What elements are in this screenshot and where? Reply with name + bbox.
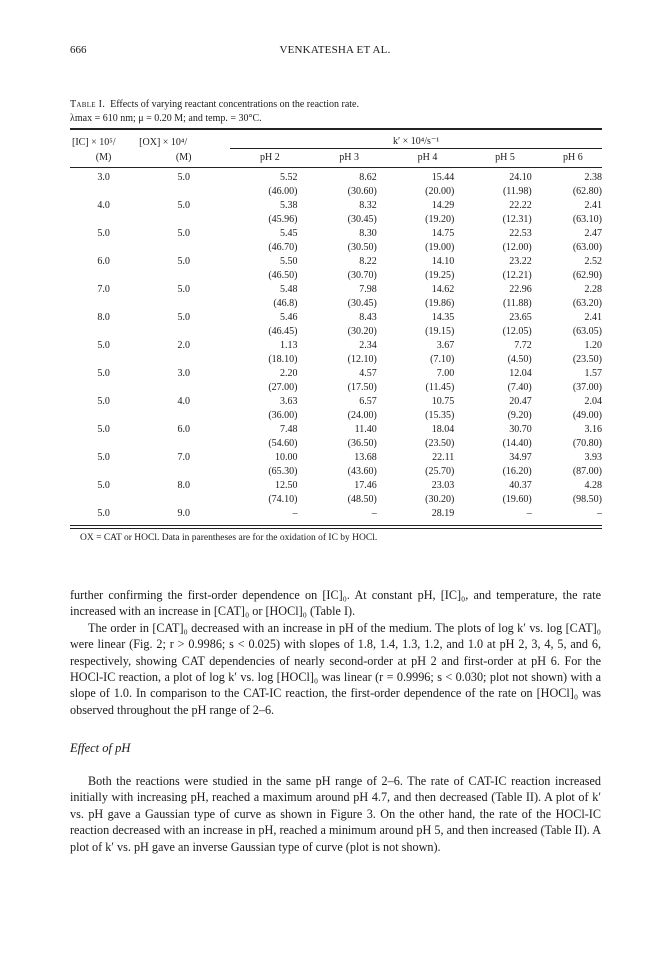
cat-rate-cell: 7.48 [280, 424, 298, 435]
cat-rate-cell: 5.46 [280, 312, 298, 323]
body-text-top [70, 587, 601, 718]
ic-concentration-cell: 5.0 [97, 480, 110, 491]
ox-concentration-cell: 9.0 [177, 508, 190, 519]
hocl-rate-cell: (25.70) [425, 466, 455, 477]
table-conditions: λmax = 610 nm; μ = 0.20 M; and temp. = 30°C. [70, 113, 262, 124]
cat-rate-cell: 22.96 [509, 284, 532, 295]
ox-concentration-cell: 7.0 [177, 452, 190, 463]
col-ox-header-2: (M) [175, 151, 192, 163]
hocl-rate-cell: (98.50) [572, 494, 602, 505]
cat-rate-cell: 13.68 [354, 452, 377, 463]
ic-concentration-cell: 5.0 [97, 508, 110, 519]
cat-rate-cell: 23.65 [509, 312, 532, 323]
hocl-rate-cell: (19.00) [425, 242, 455, 253]
table-row [70, 367, 602, 381]
hocl-rate-cell: (12.10) [347, 354, 377, 365]
cat-rate-cell: 34.97 [509, 452, 532, 463]
cat-rate-cell: 10.75 [431, 396, 455, 407]
ox-concentration-cell: 5.0 [177, 200, 190, 211]
cat-rate-cell: 14.29 [431, 200, 455, 211]
table-row-hocl [70, 409, 602, 423]
cat-rate-cell: 2.52 [584, 256, 602, 267]
cat-rate-cell: 23.22 [509, 256, 532, 267]
cat-rate-cell: 2.47 [584, 228, 602, 239]
cat-rate-cell: 15.44 [431, 172, 455, 183]
cat-rate-cell: 14.10 [431, 256, 455, 267]
hocl-rate-cell: (20.00) [425, 186, 455, 197]
cat-rate-cell: 3.63 [280, 396, 298, 407]
hocl-rate-cell: (37.00) [572, 382, 602, 393]
cat-rate-cell: 5.45 [280, 228, 298, 239]
table-title: Effects of varying reactant concentrations on the reaction rate. [110, 99, 359, 110]
cat-rate-cell: 7.00 [436, 368, 455, 379]
cat-rate-cell: 2.20 [280, 368, 298, 379]
running-title: VENKATESHA ET AL. [279, 44, 391, 56]
cat-rate-cell: 12.04 [509, 368, 532, 379]
ox-concentration-cell: 5.0 [177, 312, 190, 323]
cat-rate-cell: 30.70 [509, 424, 532, 435]
cat-rate-cell: 2.41 [584, 312, 602, 323]
hocl-rate-cell: (12.00) [502, 242, 532, 253]
cat-rate-cell: 18.04 [431, 424, 455, 435]
hocl-rate-cell: (30.50) [347, 242, 377, 253]
ic-concentration-cell: 5.0 [97, 340, 110, 351]
hocl-rate-cell: (63.05) [572, 326, 602, 337]
hocl-rate-cell: (7.10) [430, 354, 455, 365]
cat-rate-cell: 22.22 [509, 200, 532, 211]
ox-concentration-cell: 8.0 [177, 480, 190, 491]
hocl-rate-cell: (45.96) [268, 214, 298, 225]
hocl-rate-cell: (30.60) [347, 186, 377, 197]
cat-rate-cell: 5.52 [280, 172, 298, 183]
hocl-rate-cell: (36.50) [347, 438, 377, 449]
ic-concentration-cell: 6.0 [97, 256, 110, 267]
cat-rate-cell: 14.35 [431, 312, 455, 323]
ic-concentration-cell: 5.0 [97, 424, 110, 435]
cat-rate-cell: 5.38 [280, 200, 298, 211]
table-row [70, 479, 602, 493]
hocl-rate-cell: (23.50) [425, 438, 455, 449]
cat-rate-cell: 1.20 [584, 340, 602, 351]
ic-concentration-cell: 3.0 [97, 172, 110, 183]
table-body [70, 168, 602, 521]
hocl-rate-cell: (14.40) [502, 438, 532, 449]
hocl-rate-cell: (19.25) [425, 270, 455, 281]
cat-rate-cell: – [371, 508, 377, 519]
paragraph: The order in [CAT]₀ decreased with an increase in pH of the medium. The plots of log k′ vs. log [CAT]₀ were linear (Fig. 2; r > 0.9986; s < 0.025) with slopes of 1.8, 1.4, 1.3, 1.2, and 1.0 at pH 2, 3, 4, 5, and 6, respectively, showing CAT dependencies of nearly second-order at pH 2 and first-order at pH 6. For the HOCl-IC reaction, a plot of log k′ vs. log [HOCl]₀ was linear (r = 0.9996; s < 0.030; plot not shown) with a slope of 1.0. In comparison to the CAT-IC reaction, the first-order dependence of the rate on [HOCl]₀ was observed throughout the pH range of 2–6. [70, 620, 601, 717]
cat-rate-cell: 2.34 [359, 340, 377, 351]
table-row-hocl [70, 213, 602, 227]
hocl-rate-cell: (12.21) [502, 270, 532, 281]
hocl-rate-cell: (54.60) [268, 438, 298, 449]
hocl-rate-cell: (62.90) [572, 270, 602, 281]
table-row [70, 423, 602, 437]
body-text-bottom [70, 773, 601, 855]
table-row [70, 168, 602, 185]
paragraph: further confirming the first-order dependence on [IC]₀. At constant pH, [IC]₀, and temperature, the rate increased with an increase in [CAT]₀ or [HOCl]₀ (Table I). [70, 588, 601, 619]
table-footnote: OX = CAT or HOCl. Data in parentheses are for the oxidation of IC by HOCl. [80, 533, 378, 543]
ic-concentration-cell: 4.0 [97, 200, 110, 211]
hocl-rate-cell: (46.70) [268, 242, 298, 253]
table-caption [70, 98, 600, 126]
ic-concentration-cell: 5.0 [97, 368, 110, 379]
hocl-rate-cell: (30.45) [347, 214, 377, 225]
ic-concentration-cell: 8.0 [97, 312, 110, 323]
cat-rate-cell: 20.47 [509, 396, 532, 407]
ox-concentration-cell: 2.0 [177, 340, 190, 351]
cat-rate-cell: 11.40 [354, 424, 377, 435]
hocl-rate-cell: (30.20) [425, 494, 455, 505]
table-row-hocl [70, 269, 602, 283]
paragraph: Both the reactions were studied in the same pH range of 2–6. The rate of CAT-IC reaction increased initially with increasing pH, reached a maximum around pH 4.7, and then decreased (Table II). A plot of k′ vs. pH gave a Gaussian type of curve as shown in Figure 3. On the other hand, the rate of the HOCl-IC reaction decreased with an increase in pH, reached a minimum around pH 5, and then increased (Table II). A plot of k′ vs. pH gave an inverse Gaussian type of curve (plot is not shown). [70, 774, 601, 854]
hocl-rate-cell: (46.00) [268, 186, 298, 197]
table-row [70, 507, 602, 521]
ox-concentration-cell: 5.0 [177, 172, 190, 183]
hocl-rate-cell: (12.05) [502, 326, 532, 337]
hocl-rate-cell: (63.00) [572, 242, 602, 253]
data-table [70, 128, 602, 529]
hocl-rate-cell: (43.60) [347, 466, 377, 477]
hocl-rate-cell: (70.80) [572, 438, 602, 449]
page-number: 666 [70, 44, 87, 56]
hocl-rate-cell: (7.40) [507, 382, 532, 393]
table-row [70, 199, 602, 213]
table-row [70, 311, 602, 325]
cat-rate-cell: 3.67 [436, 340, 455, 351]
hocl-rate-cell: (12.31) [502, 214, 532, 225]
table-row-hocl [70, 241, 602, 255]
cat-rate-cell: 1.57 [584, 368, 602, 379]
ox-concentration-cell: 4.0 [177, 396, 190, 407]
cat-rate-cell: 14.62 [431, 284, 455, 295]
cat-rate-cell: 8.62 [359, 172, 377, 183]
table-row [70, 451, 602, 465]
table-row [70, 395, 602, 409]
hocl-rate-cell: (46.8) [273, 298, 298, 309]
hocl-rate-cell: (11.45) [425, 382, 455, 393]
cat-rate-cell: – [597, 508, 602, 519]
cat-rate-cell: 8.43 [359, 312, 377, 323]
ph-header: pH 2 [259, 152, 280, 163]
cat-rate-cell: – [526, 508, 532, 519]
hocl-rate-cell: (46.50) [268, 270, 298, 281]
ph-header: pH 3 [339, 152, 360, 163]
hocl-rate-cell: (18.10) [268, 354, 298, 365]
table-row-hocl [70, 353, 602, 367]
hocl-rate-cell: (87.00) [572, 466, 602, 477]
cat-rate-cell: 12.50 [275, 480, 298, 491]
ph-header: pH 6 [563, 152, 583, 163]
ic-concentration-cell: 5.0 [97, 396, 110, 407]
hocl-rate-cell: (30.20) [347, 326, 377, 337]
ph-header: pH 5 [495, 152, 515, 163]
cat-rate-cell: 23.03 [431, 480, 455, 491]
cat-rate-cell: 8.22 [359, 256, 377, 267]
col-ic-header-1: [IC] × 10⁵/ [72, 136, 116, 148]
cat-rate-cell: 5.50 [280, 256, 298, 267]
cat-rate-cell: 2.38 [584, 172, 602, 183]
hocl-rate-cell: (63.20) [572, 298, 602, 309]
hocl-rate-cell: (9.20) [507, 410, 532, 421]
ox-concentration-cell: 6.0 [177, 424, 190, 435]
col-ic-header-2: (M) [95, 151, 112, 163]
hocl-rate-cell: (15.35) [425, 410, 455, 421]
ic-concentration-cell: 5.0 [97, 228, 110, 239]
table-row-hocl [70, 297, 602, 311]
hocl-rate-cell: (62.80) [572, 186, 602, 197]
cat-rate-cell: 2.41 [584, 200, 602, 211]
hocl-rate-cell: (19.86) [425, 298, 455, 309]
page-header [70, 44, 600, 60]
table-row [70, 227, 602, 241]
ic-concentration-cell: 5.0 [97, 452, 110, 463]
cat-rate-cell: 22.11 [432, 452, 455, 463]
hocl-rate-cell: (74.10) [268, 494, 298, 505]
cat-rate-cell: 2.04 [584, 396, 602, 407]
hocl-rate-cell: (27.00) [268, 382, 298, 393]
table-row-hocl [70, 437, 602, 451]
cat-rate-cell: 4.28 [584, 480, 602, 491]
cat-rate-cell: 40.37 [509, 480, 532, 491]
cat-rate-cell: 8.32 [359, 200, 377, 211]
ox-concentration-cell: 5.0 [177, 256, 190, 267]
hocl-rate-cell: (49.00) [572, 410, 602, 421]
col-ox-header-1: [OX] × 10⁴/ [139, 136, 188, 148]
hocl-rate-cell: (11.98) [502, 186, 532, 197]
hocl-rate-cell: (4.50) [507, 354, 532, 365]
hocl-rate-cell: (48.50) [347, 494, 377, 505]
hocl-rate-cell: (17.50) [347, 382, 377, 393]
hocl-rate-cell: (63.10) [572, 214, 602, 225]
hocl-rate-cell: (36.00) [268, 410, 298, 421]
hocl-rate-cell: (19.20) [425, 214, 455, 225]
hocl-rate-cell: (23.50) [572, 354, 602, 365]
cat-rate-cell: 28.19 [431, 508, 455, 519]
cat-rate-cell: 14.75 [431, 228, 455, 239]
hocl-rate-cell: (30.45) [347, 298, 377, 309]
hocl-rate-cell: (19.15) [425, 326, 455, 337]
cat-rate-cell: 22.53 [509, 228, 532, 239]
section-heading: Effect of pH [70, 741, 131, 755]
table-row [70, 339, 602, 353]
hocl-rate-cell: (24.00) [347, 410, 377, 421]
table-row-hocl [70, 465, 602, 479]
cat-rate-cell: 3.93 [584, 452, 602, 463]
cat-rate-cell: 17.46 [354, 480, 377, 491]
table-row-hocl [70, 381, 602, 395]
cat-rate-cell: 7.98 [359, 284, 377, 295]
cat-rate-cell: 1.13 [280, 340, 298, 351]
table-label: Table I. [70, 99, 106, 110]
cat-rate-cell: 8.30 [359, 228, 377, 239]
cat-rate-cell: 5.48 [280, 284, 298, 295]
cat-rate-cell: 24.10 [509, 172, 532, 183]
table-row-hocl [70, 185, 602, 199]
hocl-rate-cell: (16.20) [502, 466, 532, 477]
cat-rate-cell: 6.57 [359, 396, 377, 407]
hocl-rate-cell: (19.60) [502, 494, 532, 505]
table-row-hocl [70, 325, 602, 339]
table-row [70, 255, 602, 269]
table-row [70, 283, 602, 297]
ox-concentration-cell: 5.0 [177, 284, 190, 295]
cat-rate-cell: 3.16 [584, 424, 602, 435]
cat-rate-cell: 10.00 [275, 452, 298, 463]
cat-rate-cell: 7.72 [514, 340, 532, 351]
cat-rate-cell: 2.28 [584, 284, 602, 295]
table-row-hocl [70, 493, 602, 507]
rate-constant-header: k′ × 10⁴/s⁻¹ [230, 132, 602, 149]
ox-concentration-cell: 5.0 [177, 228, 190, 239]
ic-concentration-cell: 7.0 [97, 284, 110, 295]
hocl-rate-cell: (30.70) [347, 270, 377, 281]
cat-rate-cell: – [292, 508, 298, 519]
hocl-rate-cell: (46.45) [268, 326, 298, 337]
cat-rate-cell: 4.57 [359, 368, 377, 379]
ox-concentration-cell: 3.0 [177, 368, 190, 379]
hocl-rate-cell: (65.30) [268, 466, 298, 477]
ph-header: pH 4 [417, 152, 438, 163]
hocl-rate-cell: (11.88) [502, 298, 532, 309]
